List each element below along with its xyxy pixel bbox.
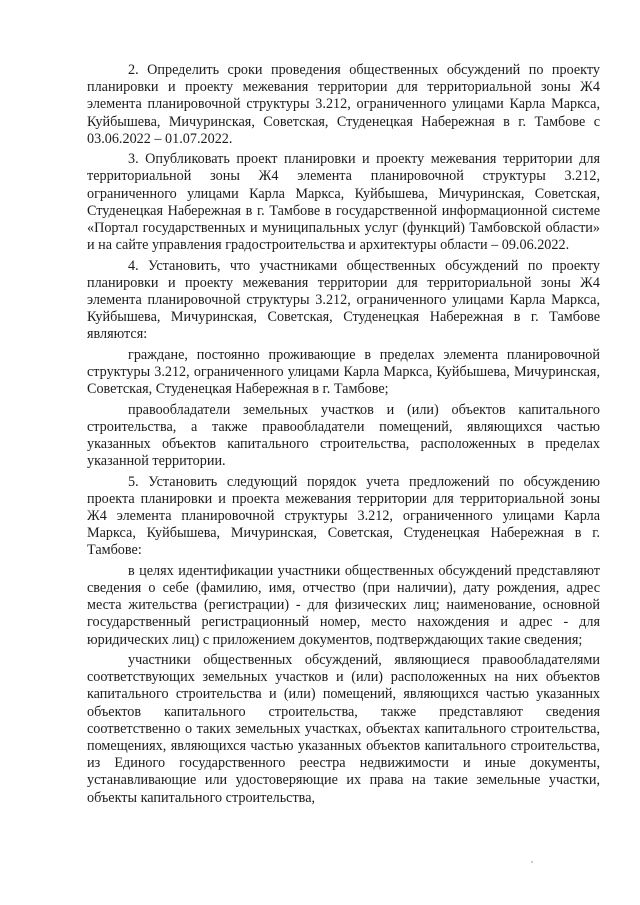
paragraph-participants-citizens: граждане, постоянно проживающие в пределах элемента планировочной структуры 3.212, ограниченного улицами Карла Маркса, Куйбышева, Мичуринская, Советская, Студенецкая Набережная в г. Тамбове; [87, 346, 600, 398]
paragraph-item-5: 5. Установить следующий порядок учета предложений по обсуждению проекта планировки и проекта межевания территории для территориальной зоны Ж4 элемента планировочной структуры 3.212, ограниченного улицами Карла Маркса, Куйбышева, Мичуринская, Советская, Студенецкая Набережная в г. Тамбове: [87, 473, 600, 559]
paragraph-item-3: 3. Опубликовать проект планировки и проекту межевания территории для территориальной зоны Ж4 элемента планировочной структуры 3.212, ограниченного улицами Карла Маркса, Куйбышева, Мичуринская, Советская, Студенецкая Набережная в г. Тамбове в государственной информационной системе «Портал государственных и муниципальных услуг (функций) Тамбовской области» и на сайте управления градостроительства и архитектуры области – 09.06.2022. [87, 151, 600, 254]
paragraph-rights-holders: участники общественных обсуждений, являющиеся правообладателями соответствующих земельных участков и (или) расположенных на них объектов капитального строительства и (или) помещений, являющихся частью указанных объектов капитального строительства, также представляют сведения соответственно о таких земельных участках, объектах капитального строительства, помещениях, являющихся частью указанных объектов капитального строительства, из Единого государственного реестра недвижимости и иные документы, устанавливающие или удостоверяющие их права на такие земельные участки, объекты капитального строительства, [87, 652, 600, 806]
paragraph-identification: в целях идентификации участники общественных обсуждений представляют сведения о себе (фамилию, имя, отчество (при наличии), дату рождения, адрес места жительства (регистрации) - для физических лиц; наименование, основной государственный регистрационный номер, место нахождения и адрес - для юридических лиц) с приложением документов, подтверждающих такие сведения; [87, 562, 600, 648]
paragraph-item-2: 2. Определить сроки проведения общественных обсуждений по проекту планировки и проекту межевания территории для территориальной зоны Ж4 элемента планировочной структуры 3.212, ограниченного улицами Карла Маркса, Куйбышева, Мичуринская, Советская, Студенецкая Набережная в г. Тамбове с 03.06.2022 – 01.07.2022. [87, 62, 600, 147]
paragraph-item-4: 4. Установить, что участниками общественных обсуждений по проекту планировки и проекту межевания территории для территориальной зоны Ж4 элемента планировочной структуры 3.212, ограниченного улицами Карла Маркса, Куйбышева, Мичуринская, Советская, Студенецкая Набережная в г. Тамбове являются: [87, 257, 600, 343]
document-body [87, 62, 600, 807]
scan-speck [531, 861, 533, 863]
paragraph-participants-owners: правообладатели земельных участков и (или) объектов капитального строительства, а также правообладатели помещений, являющихся частью указанных объектов капитального строительства, расположенных в пределах указанной территории. [87, 401, 600, 470]
